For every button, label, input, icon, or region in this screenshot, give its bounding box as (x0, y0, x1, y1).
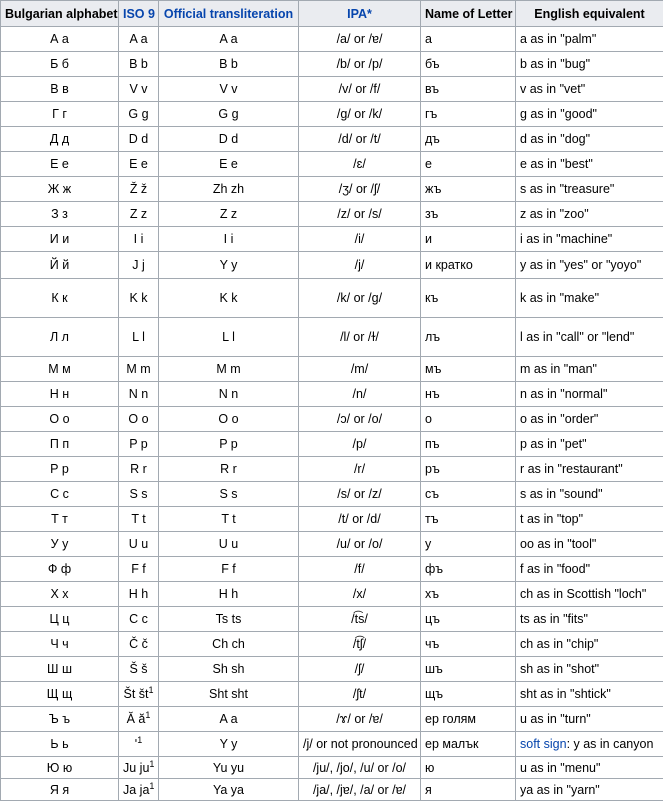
table-row (1, 757, 663, 779)
table-row (1, 177, 663, 202)
bulgarian-letter: Ю ю (1, 757, 119, 779)
english-equivalent: g as in "good" (516, 102, 663, 127)
bulgarian-letter: Й й (1, 252, 119, 279)
bulgarian-letter: Т т (1, 507, 119, 532)
table-row (1, 532, 663, 557)
official-transliteration: Ch ch (159, 632, 299, 657)
letter-name: нъ (421, 382, 516, 407)
official-transliteration: Z z (159, 202, 299, 227)
ipa-value: /f/ (299, 557, 421, 582)
ipa-value: /v/ or /f/ (299, 77, 421, 102)
ipa-value: /i/ (299, 227, 421, 252)
official-transliteration: Sh sh (159, 657, 299, 682)
letter-name: гъ (421, 102, 516, 127)
ipa-value: /m/ (299, 357, 421, 382)
english-equivalent: b as in "bug" (516, 52, 663, 77)
table-row (1, 632, 663, 657)
english-equivalent: m as in "man" (516, 357, 663, 382)
english-equivalent: e as in "best" (516, 152, 663, 177)
iso9-letter: C c (119, 607, 159, 632)
footnote-ref[interactable]: 1 (149, 780, 154, 790)
table-row (1, 707, 663, 732)
table-row (1, 77, 663, 102)
english-equivalent: o as in "order" (516, 407, 663, 432)
table-row (1, 52, 663, 77)
bulgarian-letter: У у (1, 532, 119, 557)
iso9-letter: Ž ž (119, 177, 159, 202)
official-transliteration: Ya ya (159, 779, 299, 801)
official-transliteration: S s (159, 482, 299, 507)
ipa-value: /ʃ/ (299, 657, 421, 682)
bulgarian-letter: Д д (1, 127, 119, 152)
bulgarian-letter: Ш ш (1, 657, 119, 682)
letter-name: ер голям (421, 707, 516, 732)
letter-name: жъ (421, 177, 516, 202)
table-row (1, 357, 663, 382)
iso9-letter: P p (119, 432, 159, 457)
english-equivalent: n as in "normal" (516, 382, 663, 407)
letter-name: щъ (421, 682, 516, 707)
english-equivalent: y as in "yes" or "yoyo" (516, 252, 663, 279)
english-equivalent: v as in "vet" (516, 77, 663, 102)
ipa-value: /k/ or /g/ (299, 279, 421, 318)
ipa-value: /j/ (299, 252, 421, 279)
table-row (1, 227, 663, 252)
iso9-letter: V v (119, 77, 159, 102)
ipa-value: /u/ or /o/ (299, 532, 421, 557)
letter-name: у (421, 532, 516, 557)
letter-name: лъ (421, 318, 516, 357)
official-transliteration: Yu yu (159, 757, 299, 779)
iso9-letter: Ju $ju^1$ (119, 757, 159, 779)
ipa-value: /g/ or /k/ (299, 102, 421, 127)
ipa-value: /d/ or /t/ (299, 127, 421, 152)
bulgarian-letter: В в (1, 77, 119, 102)
footnote-ref[interactable]: 1 (145, 710, 150, 720)
letter-name: ер малък (421, 732, 516, 757)
table-row (1, 279, 663, 318)
ipa-value: /ɔ/ or /o/ (299, 407, 421, 432)
header-ipa-link[interactable]: IPA* (299, 1, 421, 27)
letter-name: тъ (421, 507, 516, 532)
english-equivalent: z as in "zoo" (516, 202, 663, 227)
bulgarian-letter: Н н (1, 382, 119, 407)
ipa-value: /l/ or /ɫ/ (299, 318, 421, 357)
footnote-ref[interactable]: 1 (137, 735, 142, 745)
iso9-letter: H h (119, 582, 159, 607)
table-row (1, 407, 663, 432)
iso9-letter: G g (119, 102, 159, 127)
official-transliteration: R r (159, 457, 299, 482)
table-row (1, 607, 663, 632)
bulgarian-letter: Г г (1, 102, 119, 127)
ipa-value: /t͡s/ (299, 607, 421, 632)
letter-name: а (421, 27, 516, 52)
letter-name: фъ (421, 557, 516, 582)
soft-sign-link[interactable]: soft sign (520, 737, 567, 751)
official-transliteration: L l (159, 318, 299, 357)
ipa-value: /s/ or /z/ (299, 482, 421, 507)
ipa-value: /ju/, /jo/, /u/ or /o/ (299, 757, 421, 779)
table-row (1, 432, 663, 457)
ipa-value: /ʒ/ or /ʃ/ (299, 177, 421, 202)
official-transliteration: V v (159, 77, 299, 102)
english-equivalent: ch as in Scottish "loch" (516, 582, 663, 607)
ipa-value: /x/ (299, 582, 421, 607)
english-equivalent: oo as in "tool" (516, 532, 663, 557)
iso9-letter: J j (119, 252, 159, 279)
letter-name: ю (421, 757, 516, 779)
official-transliteration: D d (159, 127, 299, 152)
table-row (1, 507, 663, 532)
english-equivalent: sh as in "shot" (516, 657, 663, 682)
letter-name: дъ (421, 127, 516, 152)
english-equivalent: l as in "call" or "lend" (516, 318, 663, 357)
table-row (1, 318, 663, 357)
official-transliteration: K k (159, 279, 299, 318)
official-transliteration: M m (159, 357, 299, 382)
official-transliteration: Sht sht (159, 682, 299, 707)
english-equivalent: p as in "pet" (516, 432, 663, 457)
english-equivalent: soft sign: y as in canyon (516, 732, 663, 757)
letter-name: пъ (421, 432, 516, 457)
bulgarian-letter: Б б (1, 52, 119, 77)
ipa-value: /t/ or /d/ (299, 507, 421, 532)
official-transliteration: E e (159, 152, 299, 177)
english-equivalent: i as in "machine" (516, 227, 663, 252)
bulgarian-letter: Е е (1, 152, 119, 177)
english-equivalent: ch as in "chip" (516, 632, 663, 657)
official-transliteration: O o (159, 407, 299, 432)
ipa-value: /j/ or not pronounced (299, 732, 421, 757)
bulgarian-letter: Ц ц (1, 607, 119, 632)
ipa-value: /b/ or /p/ (299, 52, 421, 77)
ipa-value: /ʃt/ (299, 682, 421, 707)
official-transliteration: B b (159, 52, 299, 77)
english-equivalent: s as in "sound" (516, 482, 663, 507)
footnote-ref[interactable]: 1 (149, 685, 154, 695)
official-transliteration: T t (159, 507, 299, 532)
ipa-value: /ja/, /jɐ/, /a/ or /ɐ/ (299, 779, 421, 801)
iso9-letter: Ă $ă^1$ (119, 707, 159, 732)
bulgarian-letter: Ж ж (1, 177, 119, 202)
official-transliteration: G g (159, 102, 299, 127)
official-transliteration: P p (159, 432, 299, 457)
official-transliteration: Y y (159, 732, 299, 757)
table-row (1, 557, 663, 582)
letter-name: шъ (421, 657, 516, 682)
iso9-letter: N n (119, 382, 159, 407)
letter-name: о (421, 407, 516, 432)
ipa-value: /ɛ/ (299, 152, 421, 177)
bulgarian-letter: К к (1, 279, 119, 318)
ipa-value: /t͡ʃ/ (299, 632, 421, 657)
english-equivalent: f as in "food" (516, 557, 663, 582)
table-row (1, 382, 663, 407)
bulgarian-letter: С с (1, 482, 119, 507)
header-row (1, 1, 663, 27)
table-row (1, 657, 663, 682)
ipa-value: /ɤ/ or /ɐ/ (299, 707, 421, 732)
letter-name: мъ (421, 357, 516, 382)
letter-name: хъ (421, 582, 516, 607)
bulgarian-letter: О о (1, 407, 119, 432)
header-official-transliteration-link[interactable]: Official transliteration (159, 1, 299, 27)
iso9-letter: T t (119, 507, 159, 532)
english-equivalent: r as in "restaurant" (516, 457, 663, 482)
letter-name: зъ (421, 202, 516, 227)
bulgarian-letter: А а (1, 27, 119, 52)
letter-name: е (421, 152, 516, 177)
table-row (1, 732, 663, 757)
bulgarian-letter: Х х (1, 582, 119, 607)
table-row (1, 202, 663, 227)
letter-name: цъ (421, 607, 516, 632)
iso9-letter: A a (119, 27, 159, 52)
ipa-value: /r/ (299, 457, 421, 482)
bulgarian-letter: Щ щ (1, 682, 119, 707)
letter-name: къ (421, 279, 516, 318)
table-row (1, 779, 663, 801)
header-english-equivalent: English equivalent (516, 1, 663, 27)
official-transliteration: A a (159, 27, 299, 52)
table-row (1, 127, 663, 152)
header-iso9-link[interactable]: ISO 9 (119, 1, 159, 27)
bulgarian-letter: М м (1, 357, 119, 382)
official-transliteration: Y y (159, 252, 299, 279)
ipa-value: /n/ (299, 382, 421, 407)
iso9-letter: D d (119, 127, 159, 152)
iso9-letter: Č č (119, 632, 159, 657)
official-transliteration: Zh zh (159, 177, 299, 202)
letter-name: съ (421, 482, 516, 507)
iso9-letter: ʹ$^1$ (119, 732, 159, 757)
ipa-value: /z/ or /s/ (299, 202, 421, 227)
letter-name: чъ (421, 632, 516, 657)
ipa-value: /p/ (299, 432, 421, 457)
english-equivalent: u as in "turn" (516, 707, 663, 732)
official-transliteration: U u (159, 532, 299, 557)
iso9-letter: E e (119, 152, 159, 177)
footnote-ref[interactable]: 1 (149, 758, 154, 768)
bulgarian-letter: Ъ ъ (1, 707, 119, 732)
bulgarian-letter: И и (1, 227, 119, 252)
header-letter-name: Name of Letter (421, 1, 516, 27)
bulgarian-letter: Ф ф (1, 557, 119, 582)
official-transliteration: I i (159, 227, 299, 252)
official-transliteration: H h (159, 582, 299, 607)
header-bulgarian: Bulgarian alphabet (1, 1, 119, 27)
english-equivalent: sht as in "shtick" (516, 682, 663, 707)
iso9-letter: B b (119, 52, 159, 77)
english-equivalent: d as in "dog" (516, 127, 663, 152)
iso9-letter: K k (119, 279, 159, 318)
english-equivalent: s as in "treasure" (516, 177, 663, 202)
english-equivalent: a as in "palm" (516, 27, 663, 52)
iso9-letter: R r (119, 457, 159, 482)
ipa-value: /a/ or /ɐ/ (299, 27, 421, 52)
iso9-letter: S s (119, 482, 159, 507)
iso9-letter: Ja $ja^1$ (119, 779, 159, 801)
table-row (1, 252, 663, 279)
english-equivalent: u as in "menu" (516, 757, 663, 779)
iso9-letter: Š š (119, 657, 159, 682)
table-row (1, 682, 663, 707)
bulgarian-letter: З з (1, 202, 119, 227)
letter-name: ръ (421, 457, 516, 482)
bulgarian-letter: Ь ь (1, 732, 119, 757)
bulgarian-letter: Л л (1, 318, 119, 357)
iso9-letter: M m (119, 357, 159, 382)
english-equivalent: ya as in "yarn" (516, 779, 663, 801)
table-row (1, 482, 663, 507)
bulgarian-letter: Р р (1, 457, 119, 482)
table-row (1, 27, 663, 52)
letter-name: въ (421, 77, 516, 102)
official-transliteration: N n (159, 382, 299, 407)
english-equivalent: t as in "top" (516, 507, 663, 532)
table-row (1, 152, 663, 177)
iso9-letter: U u (119, 532, 159, 557)
bulgarian-letter: Ч ч (1, 632, 119, 657)
letter-name: и кратко (421, 252, 516, 279)
table-row (1, 457, 663, 482)
english-equivalent: ts as in "fits" (516, 607, 663, 632)
bulgarian-letter: П п (1, 432, 119, 457)
letter-name: и (421, 227, 516, 252)
iso9-letter: I i (119, 227, 159, 252)
official-transliteration: F f (159, 557, 299, 582)
iso9-letter: F f (119, 557, 159, 582)
letter-name: бъ (421, 52, 516, 77)
iso9-letter: L l (119, 318, 159, 357)
table-row (1, 582, 663, 607)
table-row (1, 102, 663, 127)
letter-name: я (421, 779, 516, 801)
official-transliteration: Ts ts (159, 607, 299, 632)
iso9-letter: O o (119, 407, 159, 432)
english-equivalent: k as in "make" (516, 279, 663, 318)
bulgarian-letter: Я я (1, 779, 119, 801)
official-transliteration: A a (159, 707, 299, 732)
iso9-letter: Z z (119, 202, 159, 227)
iso9-letter: Št $št^1$ (119, 682, 159, 707)
